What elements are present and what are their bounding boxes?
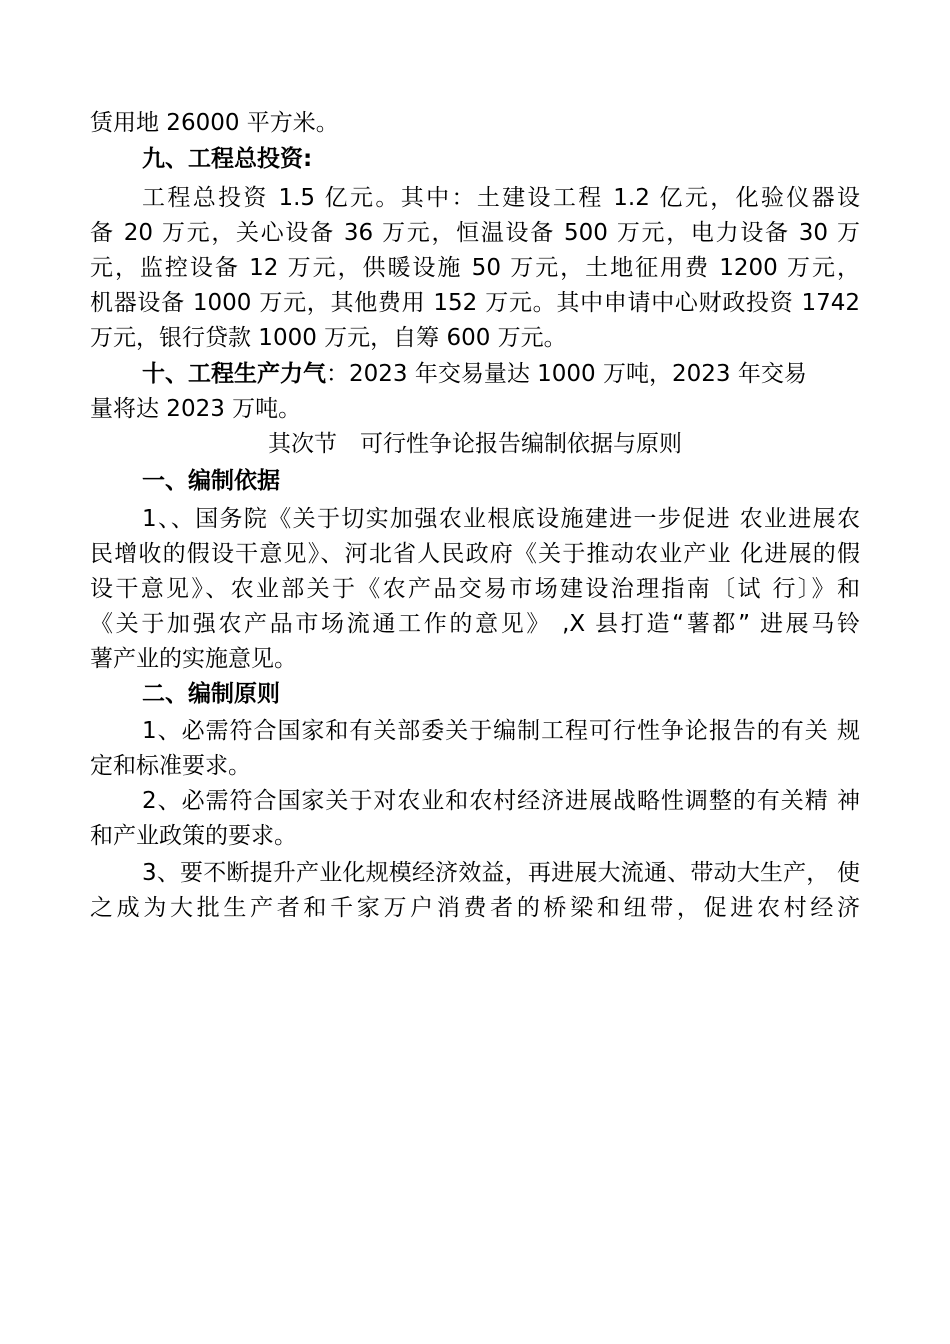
paragraph-line: 备 20 万元，关心设备 36 万元，恒温设备 500 万元，电力设备 30 万 [90,220,860,246]
paragraph-line: 万元，银行贷款 1000 万元，自筹 600 万元。 [90,325,567,351]
paragraph-line: 《关于加强农产品市场流通工作的意见》 ,X 县打造“薯都” 进展马铃 [90,611,860,637]
paragraph-line: 3、要不断提升产业化规模经济效益，再进展大流通、带动大生产， 使 [142,860,860,886]
paragraph-line: 薯产业的实施意见。 [90,646,297,672]
section-heading-capacity: 十、工程生产力气 [142,361,326,387]
paragraph-line: 机器设备 1000 万元，其他费用 152 万元。其中申请中心财政投资 1742 [90,290,860,316]
paragraph-line: 设干意见》、农业部关于《农产品交易市场建设治理指南〔试 行〕》和 [90,576,860,602]
paragraph-line: 民增收的假设干意见》、河北省人民政府《关于推动农业产业 化进展的假 [90,541,860,567]
paragraph-line: 工程总投资 1.5 亿元。其中：土建设工程 1.2 亿元，化验仪器设 [142,185,860,211]
paragraph-line: 之成为大批生产者和千家万户消费者的桥梁和纽带，促进农村经济 [90,895,860,921]
section-title: 其次节 可行性争论报告编制依据与原则 [268,431,682,457]
section-heading-investment: 九、工程总投资: [142,146,313,172]
paragraph-line: 赁用地 26000 平方米。 [90,110,339,136]
subsection-heading-basis: 一、编制依据 [142,468,280,494]
paragraph-line: 定和标准要求。 [90,753,251,779]
capacity-text: ：2023 年交易量达 1000 万吨，2023 年交易 [326,361,807,387]
subsection-heading-principles: 二、编制原则 [142,681,280,707]
paragraph-line: 1、、国务院《关于切实加强农业根底设施建进一步促进 农业进展农 [142,506,860,532]
paragraph-line: 2、必需符合国家关于对农业和农村经济进展战略性调整的有关精 神 [142,788,860,814]
paragraph-line: 1、必需符合国家和有关部委关于编制工程可行性争论报告的有关 规 [142,718,860,744]
section-capacity-line [142,356,860,392]
paragraph-line: 和产业政策的要求。 [90,823,297,849]
paragraph-line: 量将达 2023 万吨。 [90,396,302,422]
paragraph-line: 元，监控设备 12 万元，供暖设施 50 万元，土地征用费 1200 万元， [90,255,860,281]
